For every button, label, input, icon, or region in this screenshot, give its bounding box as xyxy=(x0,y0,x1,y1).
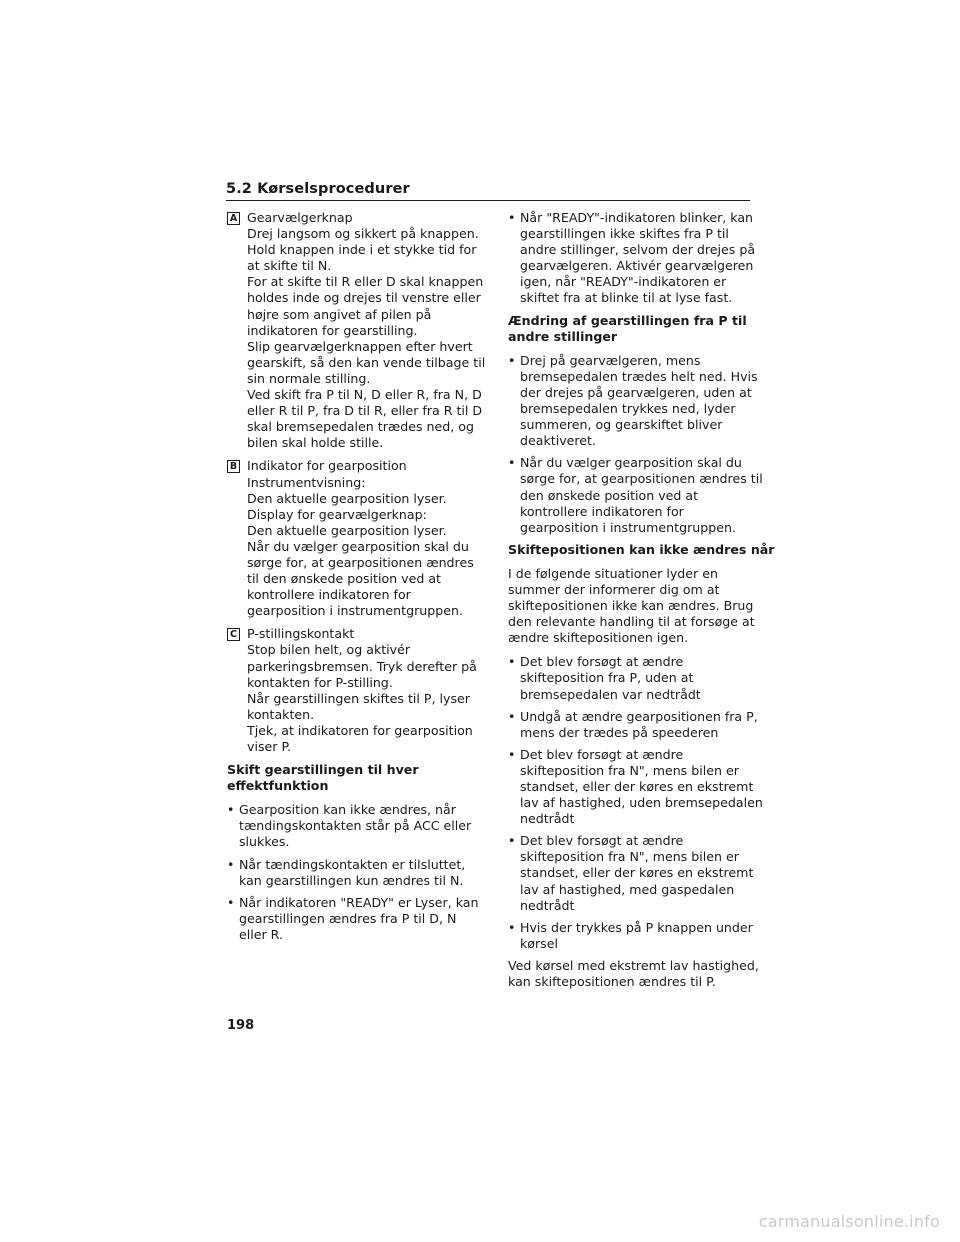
right-paragraph-1 xyxy=(508,566,754,646)
bullet-item xyxy=(227,802,472,850)
text-line: skifteposition fra P, uden at xyxy=(520,670,694,686)
text-line: Ved kørsel med ekstremt lav hastighed, xyxy=(508,957,759,973)
text-line: bremsepedalen trædes helt ned. Hvis xyxy=(520,368,758,384)
text-line: bremsepedalen trykkes ned, lyder xyxy=(520,401,736,417)
page-number: 198 xyxy=(227,1018,255,1033)
left-heading xyxy=(227,762,467,794)
text-line: sørge for, at gearpositionen ændres til xyxy=(520,471,763,487)
bullet-item xyxy=(508,654,754,702)
text-line: andre stillinger xyxy=(508,328,618,344)
text-line: tændingskontakten står på ACC eller xyxy=(239,818,472,834)
bullet-item xyxy=(508,708,758,741)
text-line: slukkes. xyxy=(239,834,290,850)
text-line: den ønskede position ved at xyxy=(520,487,699,503)
text-line: indikatoren for gearstilling. xyxy=(247,322,418,338)
text-line: eller R til P, fra D til R, eller fra R til D xyxy=(247,403,483,419)
text-line: lav af hastighed, uden bremsepedalen xyxy=(520,795,763,811)
text-line: andre stillinger, selvom der drejes på xyxy=(520,242,756,258)
text-line: mens der trædes på speederen xyxy=(520,724,719,740)
text-line: Stop bilen helt, og aktivér xyxy=(247,642,411,658)
text-line: gearskift, så den kan vende tilbage til xyxy=(247,354,486,370)
text-line: bilen skal holde stille. xyxy=(247,435,384,451)
text-line: at skifte til N. xyxy=(247,258,332,274)
text-line: nedtrådt xyxy=(520,811,575,827)
text-line: Slip gearvælgerknappen efter hvert xyxy=(247,338,473,354)
text-line: skifteposition fra N", mens bilen er xyxy=(520,849,739,865)
text-line: skifteposition fra N", mens bilen er xyxy=(520,762,739,778)
bullet-item xyxy=(227,894,479,943)
bullet-item xyxy=(508,920,754,952)
text-line: • Hvis der trykkes på P knappen under xyxy=(520,919,753,935)
section-title: 5.2 Kørselsprocedurer xyxy=(226,181,410,197)
bullet-item xyxy=(508,746,763,827)
text-line: kontrollere indikatoren for xyxy=(520,503,684,519)
bullet-item xyxy=(508,210,754,307)
text-line: skiftet fra at blinke til at lyse fast. xyxy=(520,290,733,306)
text-line: sin normale stilling. xyxy=(247,370,371,386)
text-line: ændre skiftepositionen igen. xyxy=(508,630,689,646)
text-line: Tjek, at indikatoren for gearposition xyxy=(247,722,473,738)
bullet-item xyxy=(508,455,763,535)
text-line: summeren, og gearskiftet bliver xyxy=(520,417,723,433)
text-line: • Når indikatoren "READY" er Lyser, kan xyxy=(239,894,479,910)
text-line: viser P. xyxy=(247,739,292,754)
text-line: kontakten for P-stilling. xyxy=(247,674,393,690)
text-line: • Det blev forsøgt at ændre xyxy=(520,654,684,670)
text-line: den relevante handling til at forsøge at xyxy=(508,614,755,630)
text-line: For at skifte til R eller D skal knappen xyxy=(247,274,484,290)
text-line: Gearvælgerknap xyxy=(247,210,353,225)
text-line: Drej langsom og sikkert på knappen. xyxy=(247,226,479,242)
text-line: • Drej på gearvælgeren, mens xyxy=(520,352,701,368)
text-line: højre som angivet af pilen på xyxy=(247,306,432,322)
watermark: carmanualsonline.info xyxy=(758,1212,940,1231)
section-header xyxy=(226,178,750,201)
right-heading-1 xyxy=(508,313,754,345)
text-line: gearvælgeren. Aktivér gearvælgeren xyxy=(520,258,754,274)
text-line: kørsel xyxy=(520,935,558,951)
text-line: lav af hastighed, med gaspedalen xyxy=(520,881,735,897)
left-column xyxy=(227,210,486,949)
text-line: • Det blev forsøgt at ændre xyxy=(520,833,684,849)
text-line: • Når du vælger gearposition skal du xyxy=(520,455,742,471)
text-line: Den aktuelle gearposition lyser. xyxy=(247,522,447,538)
text-line: skiftepositionen ikke kan ændres. Brug xyxy=(508,598,754,614)
text-line: • Det blev forsøgt at ændre xyxy=(520,746,684,762)
text-line: Indikator for gearposition xyxy=(247,458,407,474)
text-line: til den ønskede position ved at xyxy=(247,571,441,587)
text-line: gearposition i instrumentgruppen. xyxy=(520,519,736,535)
callout-item-a xyxy=(227,210,486,451)
text-line: kontakten. xyxy=(247,706,315,722)
text-line: bremsepedalen var nedtrådt xyxy=(520,686,701,702)
text-line: Den aktuelle gearposition lyser. xyxy=(247,490,447,506)
text-line: gearposition i instrumentgruppen. xyxy=(247,603,463,619)
text-line: sørge for, at gearpositionen ændres xyxy=(247,554,474,570)
text-line: I de følgende situationer lyder en xyxy=(508,565,718,581)
text-line: eller R. xyxy=(239,926,283,942)
text-line: Display for gearvælgerknap: xyxy=(247,506,427,522)
text-line: • Når "READY"-indikatoren blinker, kan xyxy=(520,210,754,225)
text-line: Ændring af gearstillingen fra P til xyxy=(508,312,747,328)
text-line: Ved skift fra P til N, D eller R, fra N, D xyxy=(247,387,482,403)
text-line: kontrollere indikatoren for xyxy=(247,587,411,603)
text-line: standset, eller der køres en ekstremt xyxy=(520,865,754,881)
text-line: effektfunktion xyxy=(227,778,329,794)
text-line: gearstillingen ændres fra P til D, N xyxy=(239,910,457,926)
text-line: summer der informerer dig om at xyxy=(508,581,720,597)
text-line: • Gearposition kan ikke ændres, når xyxy=(239,802,456,818)
text-line: Skift gearstillingen til hver xyxy=(227,762,419,778)
callout-item-b xyxy=(227,458,474,619)
text-line: kan gearstillingen kun ændres til N. xyxy=(239,872,464,888)
right-heading-2 xyxy=(508,541,775,558)
text-line: holdes inde og drejes til venstre eller xyxy=(247,290,481,306)
text-line: Når gearstillingen skiftes til P, lyser xyxy=(247,690,470,706)
text-line: gearstillingen ikke skiftes fra P til xyxy=(520,226,729,242)
text-line: Instrumentvisning: xyxy=(247,474,366,490)
bullet-item xyxy=(508,833,754,913)
callout-label: B xyxy=(227,460,240,473)
text-line: Når du vælger gearposition skal du xyxy=(247,538,469,554)
text-line: • Når tændingskontakten er tilsluttet, xyxy=(239,856,466,872)
text-line: skal bremsepedalen trædes ned, og xyxy=(247,419,474,435)
text-line: der drejes på gearvælgeren, uden at xyxy=(520,384,752,400)
callout-label: A xyxy=(227,212,240,225)
text-line: parkeringsbremsen. Tryk derefter på xyxy=(247,658,477,674)
bullet-item xyxy=(508,352,758,450)
text-line: nedtrådt xyxy=(520,897,575,913)
text-line: P-stillingskontakt xyxy=(247,626,355,642)
text-line: Skiftepositionen kan ikke ændres når xyxy=(508,541,775,557)
text-line: kan skiftepositionen ændres til P. xyxy=(508,974,716,990)
text-line: igen, når "READY"-indikatoren er xyxy=(520,274,727,290)
callout-item-c xyxy=(227,626,477,755)
callout-label: C xyxy=(227,628,240,641)
text-line: standset, eller der køres en ekstremt xyxy=(520,779,754,794)
bullet-item xyxy=(227,857,467,889)
right-column xyxy=(508,210,775,998)
text-line: deaktiveret. xyxy=(520,433,596,449)
right-paragraph-2 xyxy=(508,957,759,990)
text-line: • Undgå at ændre gearpositionen fra P, xyxy=(520,708,758,724)
text-line: Hold knappen inde i et stykke tid for xyxy=(247,242,477,258)
